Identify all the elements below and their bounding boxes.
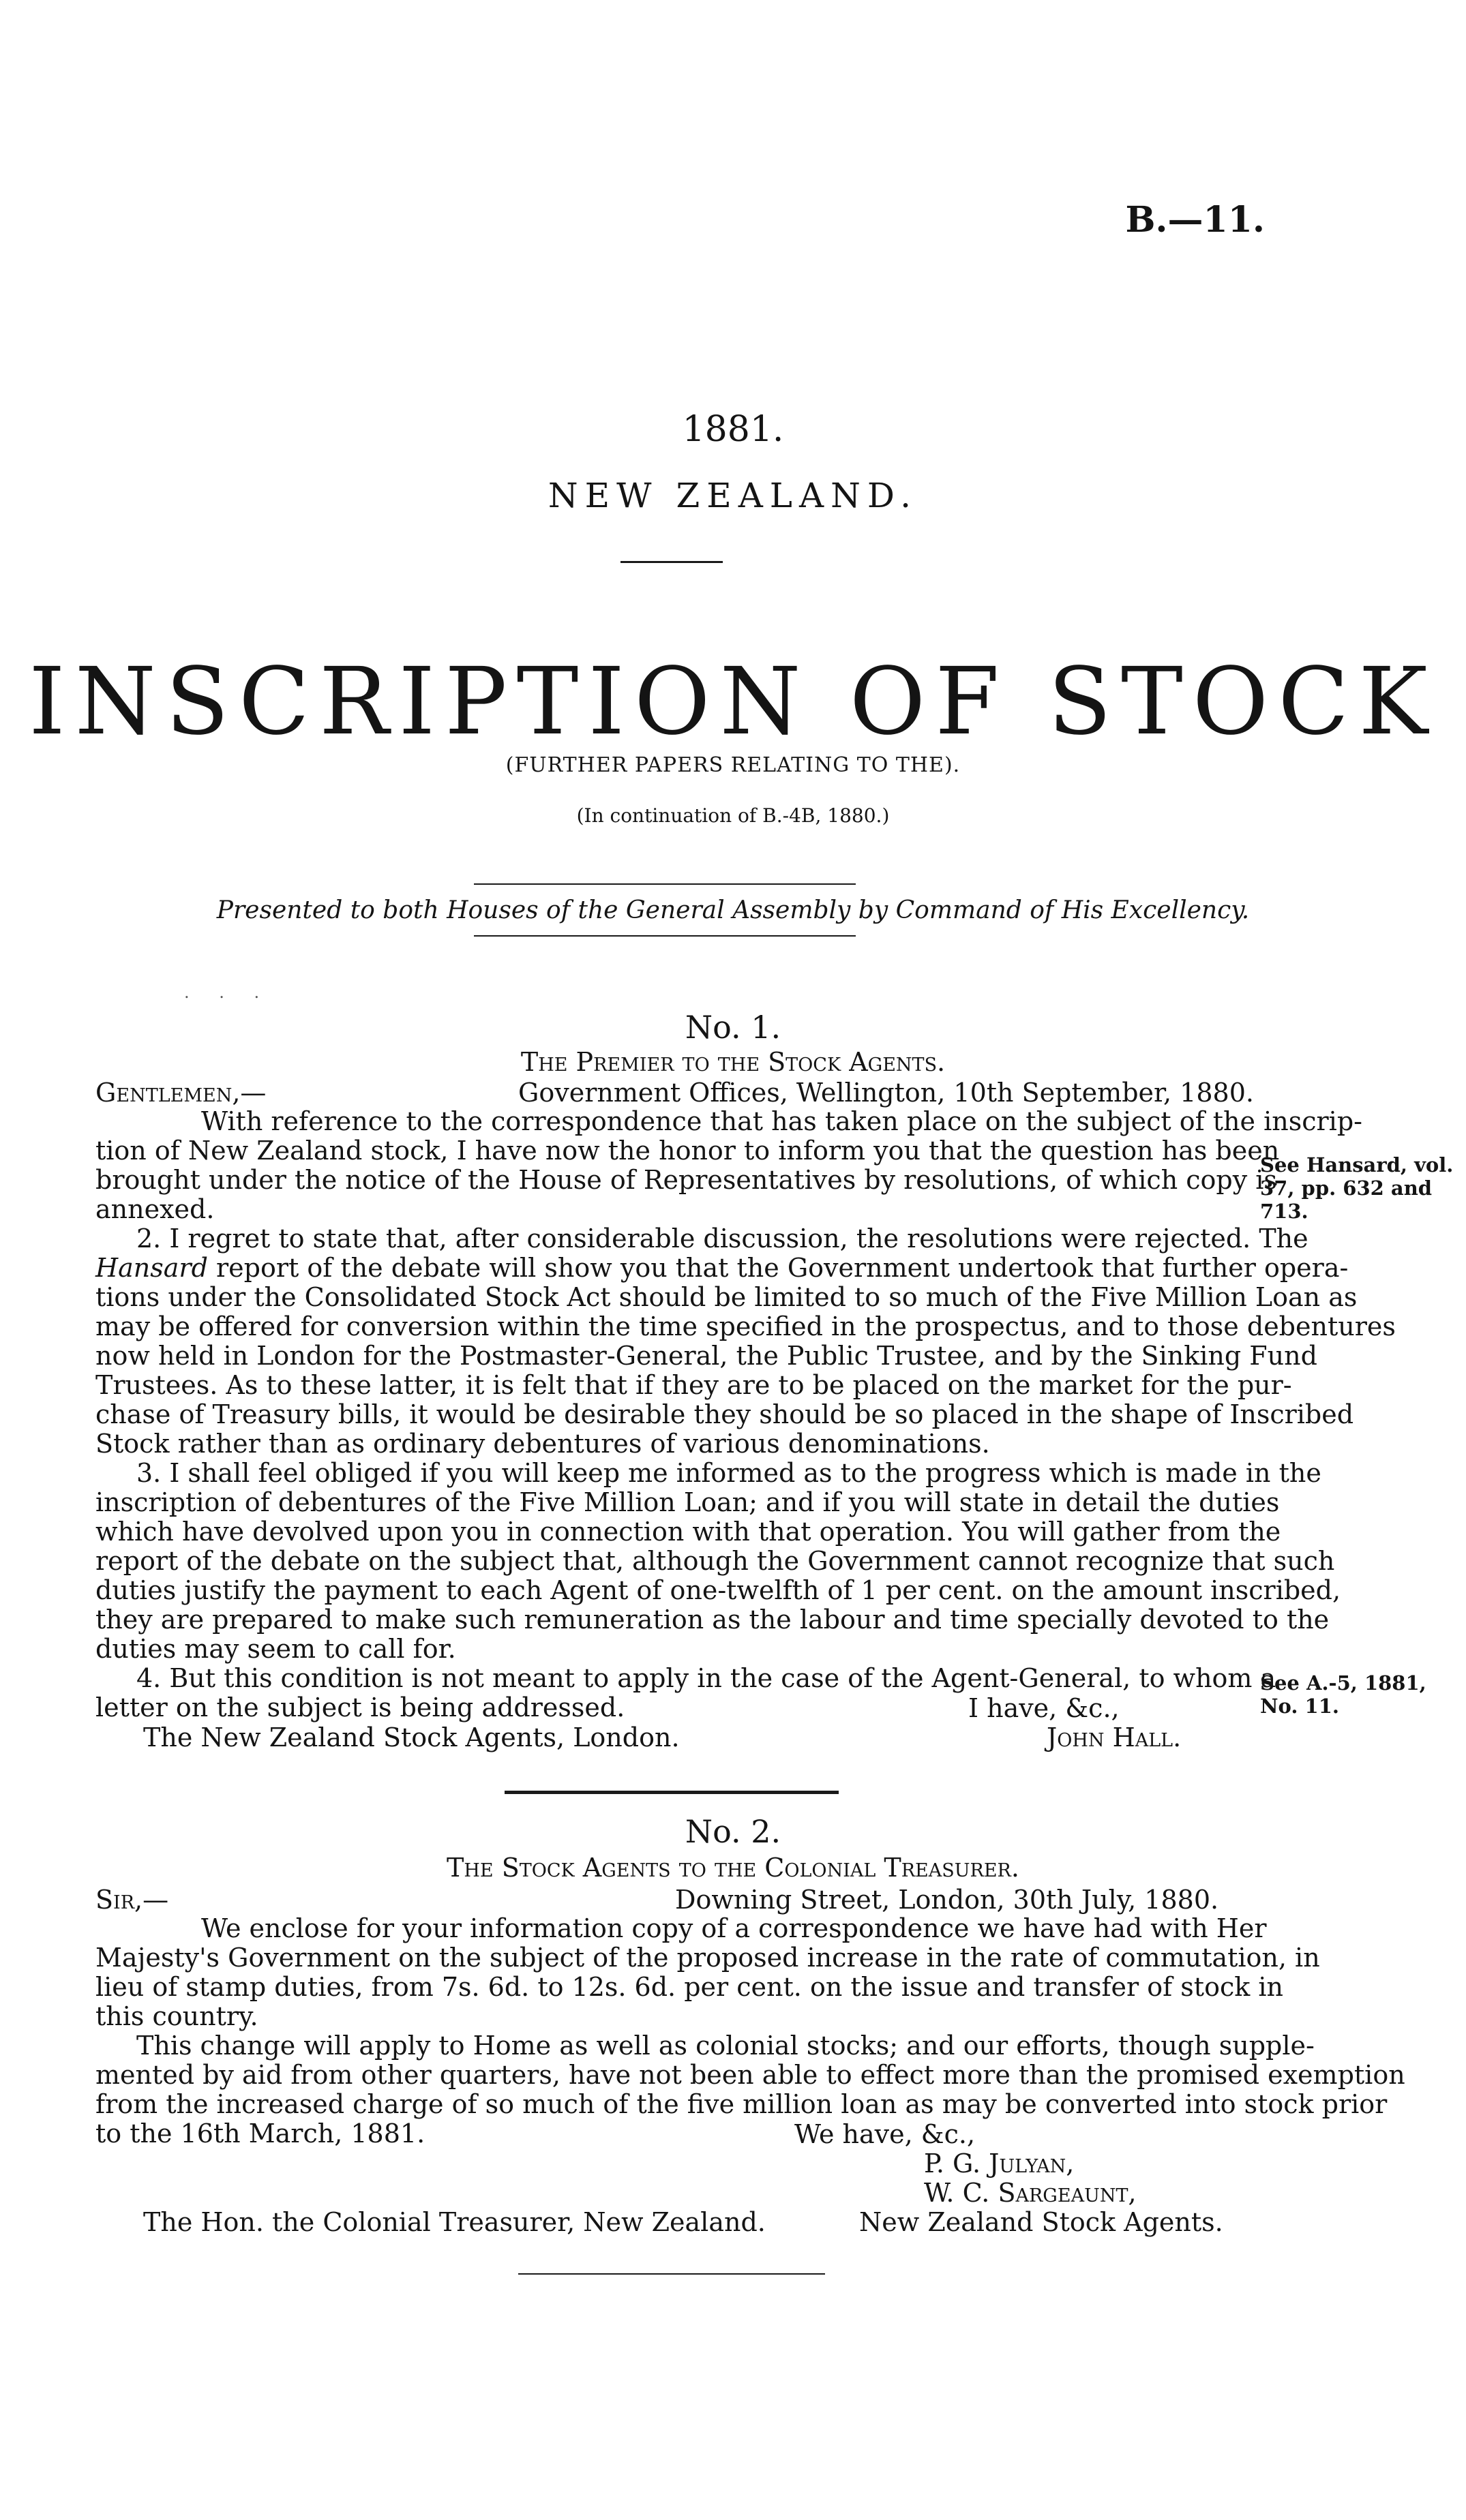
body-line: 2. I regret to state that, after considerable discussion, the resolutions were rejected. The [136, 1224, 1308, 1254]
divider-presented-top [474, 883, 856, 885]
body-line: brought under the notice of the House of Representatives by resolutions, of which copy is [95, 1165, 1277, 1195]
divider-presented-bottom [474, 935, 856, 937]
margin-note-hansard [1260, 1153, 1453, 1223]
divider-thick [505, 1791, 839, 1794]
body-line: 3. I shall feel obliged if you will keep me informed as to the progress which is made in the [136, 1458, 1321, 1488]
body-line: from the increased charge of so much of the five million loan as may be converted into stock prior [95, 2089, 1388, 2119]
margin-note-a5 [1260, 1671, 1426, 1718]
divider-short [620, 561, 723, 563]
body-line: may be offered for conversion within the time specified in the prospectus, and to those debentures [95, 1311, 1396, 1341]
letter1-heading: The Premier to the Stock Agents. [520, 1047, 946, 1077]
body-line: this country. [95, 2001, 258, 2031]
body-line: mented by aid from other quarters, have not been able to effect more than the promised exemption [95, 2060, 1405, 2090]
letter2-heading: The Stock Agents to the Colonial Treasurer. [447, 1853, 1019, 1883]
body-line: they are prepared to make such remuneration as the labour and time specially devoted to the [95, 1605, 1330, 1635]
margin-note-hansard-line: 713. [1260, 1200, 1308, 1223]
year: 1881. [682, 409, 784, 450]
letter2-signatory: W. C. Sargeaunt, [924, 2178, 1137, 2208]
dots-marking: . . . [184, 983, 272, 1002]
body-line: With reference to the correspondence that has taken place on the subject of the inscrip- [201, 1106, 1362, 1136]
letter1-closing: I have, &c., [968, 1693, 1120, 1723]
body-line: report of the debate on the subject that, although the Government cannot recognize that such [95, 1546, 1335, 1576]
document-code: B.—11. [1125, 199, 1265, 241]
continuation-note: (In continuation of B.-4B, 1880.) [576, 804, 890, 827]
body-line: Stock rather than as ordinary debentures of various denominations. [95, 1429, 990, 1459]
body-line: now held in London for the Postmaster-General, the Public Trustee, and by the Sinking Fund [95, 1341, 1317, 1371]
letter2-number: No. 2. [685, 1813, 781, 1850]
body-line: which have devolved upon you in connection with that operation. You will gather from the [95, 1517, 1281, 1547]
presented-line: Presented to both Houses of the General Assembly by Command of His Excellency. [216, 896, 1250, 924]
letter2-body [95, 1913, 1405, 2149]
document-title: INSCRIPTION OF STOCK [29, 648, 1437, 756]
letter2-addressee: The Hon. the Colonial Treasurer, New Zealand. [143, 2207, 766, 2237]
margin-note-hansard-line: 37, pp. 632 and [1260, 1176, 1433, 1200]
letter2-place-date: Downing Street, London, 30th July, 1880. [675, 1885, 1219, 1915]
letter1-number: No. 1. [685, 1009, 781, 1046]
letter1-place-date: Government Offices, Wellington, 10th September, 1880. [518, 1078, 1254, 1108]
body-line: tion of New Zealand stock, I have now the honor to inform you that the question has been [95, 1136, 1280, 1166]
body-line: We enclose for your information copy of a correspondence we have had with Her [201, 1913, 1267, 1943]
body-line: chase of Treasury bills, it would be desirable they should be so placed in the shape of Inscribed [95, 1399, 1354, 1429]
letter2-signatory-title: New Zealand Stock Agents. [859, 2207, 1223, 2237]
body-line: lieu of stamp duties, from 7s. 6d. to 12s. 6d. per cent. on the issue and transfer of stock in [95, 1972, 1283, 2002]
body-line: duties justify the payment to each Agent of one-twelfth of 1 per cent. on the amount inscribed, [95, 1575, 1341, 1605]
letter1-addressee: The New Zealand Stock Agents, London. [143, 1722, 680, 1752]
body-line: Hansard report of the debate will show you that the Government undertook that further opera- [95, 1253, 1349, 1283]
country: NEW ZEALAND. [548, 476, 918, 515]
body-line: This change will apply to Home as well as colonial stocks; and our efforts, though supple- [136, 2031, 1315, 2061]
margin-note-a5-line: No. 11. [1260, 1695, 1339, 1718]
body-line: Trustees. As to these latter, it is felt that if they are to be placed on the market for the pur- [95, 1370, 1292, 1400]
body-line: tions under the Consolidated Stock Act should be limited to so much of the Five Million Loan as [95, 1282, 1358, 1312]
body-line: 4. But this condition is not meant to apply in the case of the Agent-General, to whom a [136, 1663, 1276, 1693]
body-line: to the 16th March, 1881. [95, 2119, 425, 2149]
letter2-closing: We have, &c., [794, 2119, 976, 2149]
letter1-salutation: Gentlemen,— [95, 1078, 267, 1108]
margin-note-hansard-line: See Hansard, vol. [1260, 1153, 1454, 1176]
margin-note-a5-line: See A.-5, 1881, [1260, 1671, 1426, 1695]
letter2-signatory: P. G. Julyan, [924, 2149, 1075, 2179]
hansard-emphasis: Hansard [95, 1253, 208, 1283]
body-line: inscription of debentures of the Five Million Loan; and if you will state in detail the duties [95, 1487, 1280, 1517]
letter2-salutation: Sir,— [95, 1885, 169, 1915]
divider-bottom [518, 2273, 825, 2275]
body-line: duties may seem to call for. [95, 1634, 456, 1664]
body-line: Majesty's Government on the subject of the proposed increase in the rate of commutation, in [95, 1943, 1320, 1973]
body-line: letter on the subject is being addressed. [95, 1692, 625, 1722]
letter1-signature: John Hall. [1047, 1722, 1182, 1752]
document-subtitle: (FURTHER PAPERS RELATING TO THE). [505, 753, 961, 777]
body-line: annexed. [95, 1194, 215, 1224]
